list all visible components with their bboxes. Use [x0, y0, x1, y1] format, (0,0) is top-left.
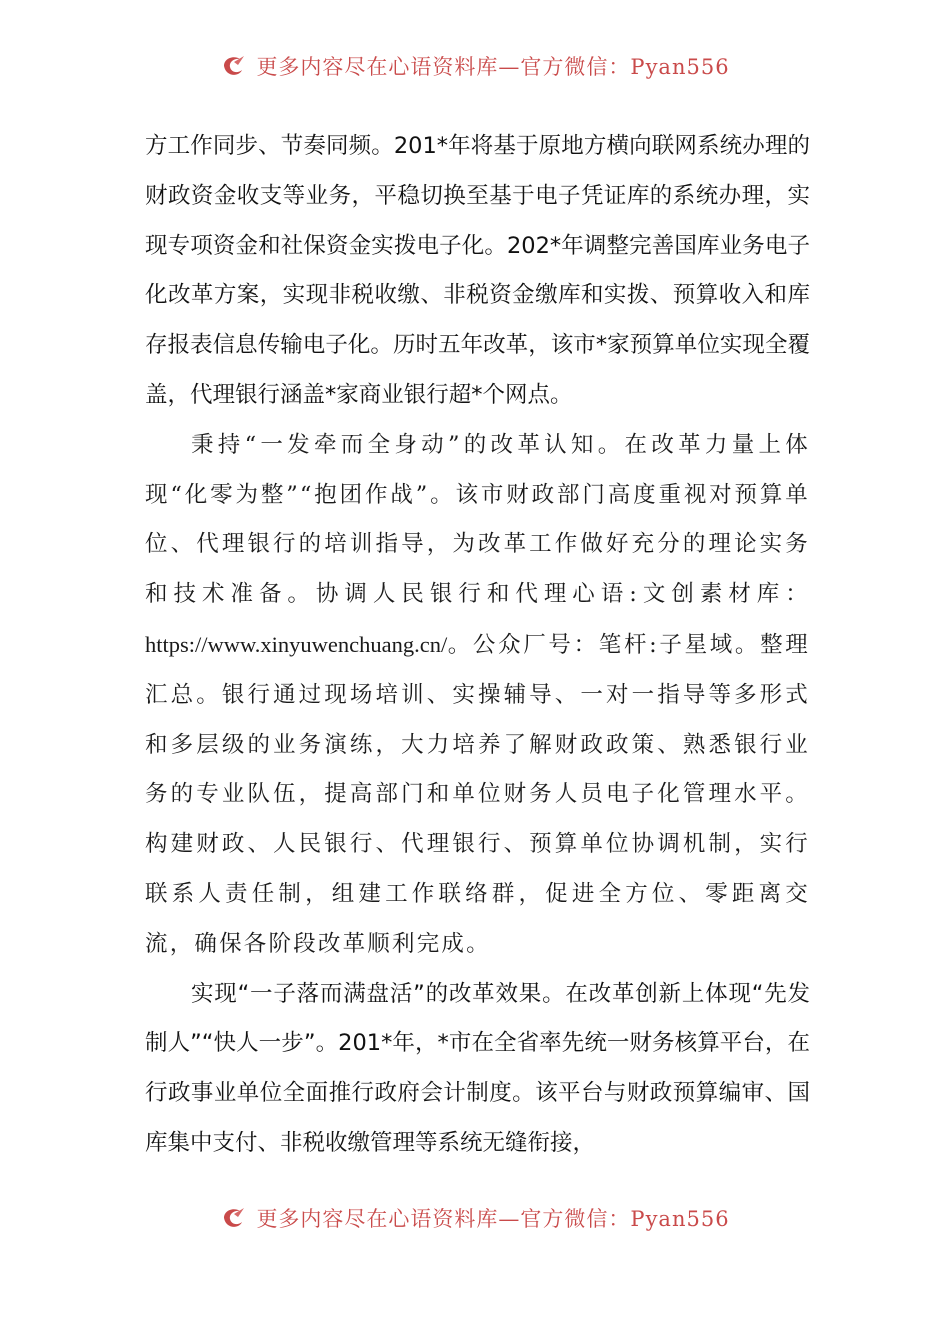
paragraph-2-text-b: 。公众厂号：笔杆:子星域。整理汇总。银行通过现场培训、实操辅导、一对一指导等多形式和多层级的业务演练，大力培养了解财政政策、熟悉银行业务的专业队伍，提高部门和单位财务人员电子化管理水平。构建财政、人民银行、代理银行、预算单位协调机制，实行联系人责任制，组建工作联络群，促进全方位、零距离交流，确保各阶段改革顺利完成。	[145, 631, 810, 957]
brand-logo-icon	[220, 52, 248, 80]
paragraph-2	[145, 421, 810, 970]
paragraph-3: 实现“一子落而满盘活”的改革效果。在改革创新上体现“先发制人”“快人一步”。201*年，*市在全省率先统一财务核算平台，在行政事业单位全面推行政府会计制度。该平台与财政预算编审、国库集中支付、非税收缴管理等系统无缝衔接，	[145, 980, 810, 1156]
brand-logo-icon	[220, 1204, 248, 1232]
paragraph-2-url: https://www.xinyuwenchuang.cn/	[145, 631, 448, 657]
watermark-text: 更多内容尽在心语资料库—官方微信：Pyan556	[256, 55, 730, 79]
header-watermark-banner	[0, 50, 950, 90]
document-body	[145, 122, 810, 1169]
paragraph-1: 方工作同步、节奏同频。201*年将基于原地方横向联网系统办理的财政资金收支等业务，平稳切换至基于电子凭证库的系统办理，实现专项资金和社保资金实拨电子化。202*年调整完善国库业务电子化改革方案，实现非税收缴、非税资金缴库和实拨、预算收入和库存报表信息传输电子化。历时五年改革，该市*家预算单位实现全覆盖，代理银行涵盖*家商业银行超*个网点。	[145, 133, 810, 408]
footer-watermark-banner	[0, 1202, 950, 1242]
watermark-text: 更多内容尽在心语资料库—官方微信：Pyan556	[256, 1207, 730, 1231]
paragraph-2-text-a: 秉持“一发牵而全身动”的改革认知。在改革力量上体现“化零为整”“抱团作战”。该市财政部门高度重视对预算单位、代理银行的培训指导，为改革工作做好充分的理论实务和技术准备。协调人民银行和代理心语:文创素材库：	[145, 431, 810, 608]
